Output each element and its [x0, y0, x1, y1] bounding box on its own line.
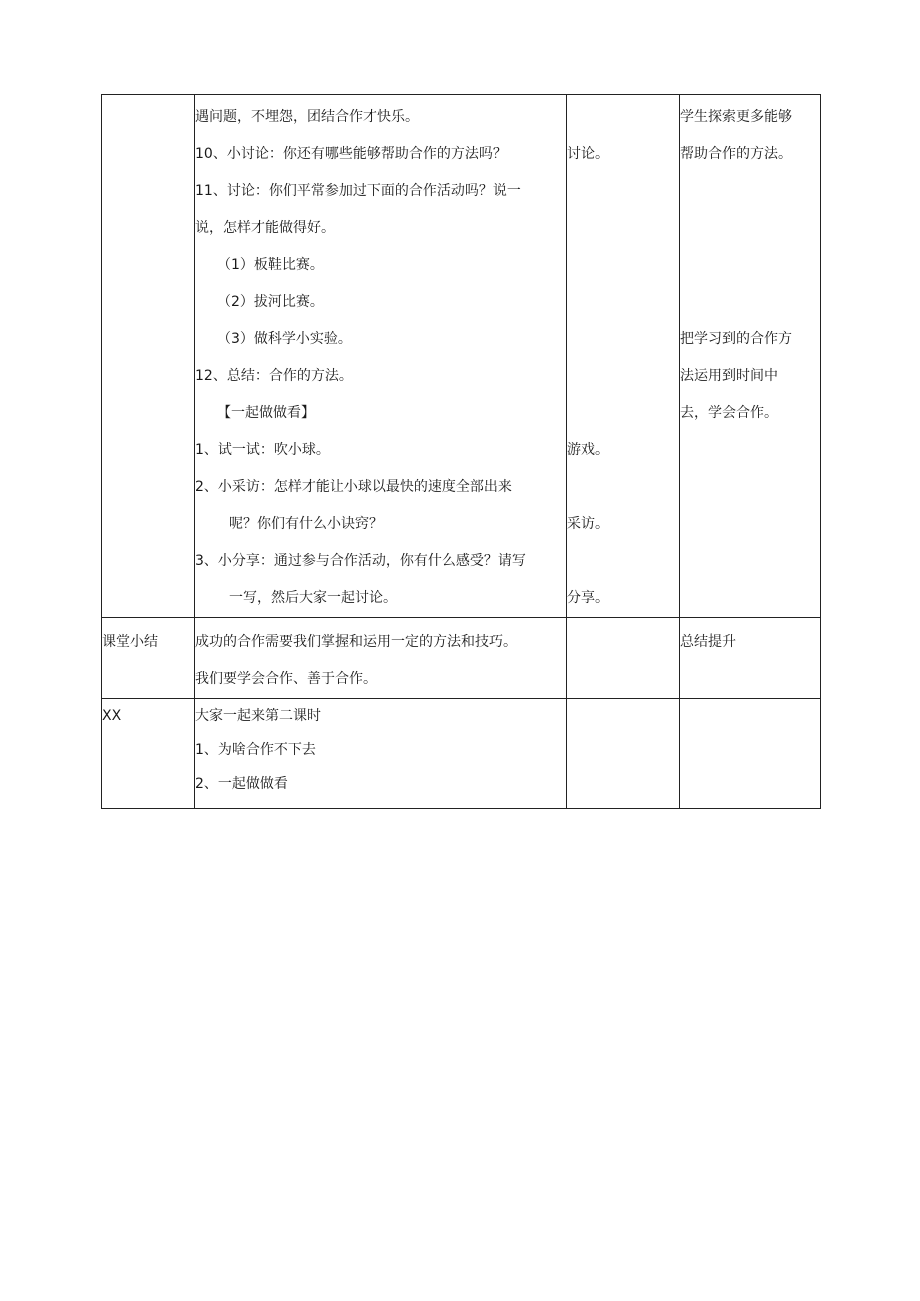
activity-cell	[567, 699, 680, 809]
content-line: 呢？你们有什么小诀窍？	[229, 516, 383, 532]
table-row	[102, 618, 821, 699]
content-line: 一写，然后大家一起讨论。	[229, 590, 397, 606]
content-line: 我们要学会合作、善于合作。	[195, 671, 377, 687]
content-line: 遇问题，不埋怨，团结合作才快乐。	[195, 109, 419, 125]
content-line: 1、试一试：吹小球。	[195, 442, 330, 458]
design-intent-cell	[680, 618, 821, 699]
content-line: 3、小分享：通过参与合作活动，你有什么感受？请写	[195, 553, 526, 569]
content-line: 2、小采访：怎样才能让小球以最快的速度全部出来	[195, 479, 512, 495]
activity-cell	[567, 95, 680, 618]
content-line: （1）板鞋比赛。	[217, 257, 324, 273]
intent-line: 法运用到时间中	[680, 368, 778, 384]
table-row	[102, 95, 821, 618]
content-line: 10、小讨论：你还有哪些能够帮助合作的方法吗？	[195, 146, 507, 162]
content-line: 成功的合作需要我们掌握和运用一定的方法和技巧。	[195, 634, 517, 650]
content-line: （2）拔河比赛。	[217, 294, 324, 310]
intent-line: 去，学会合作。	[680, 405, 778, 421]
activity-game: 游戏。	[567, 442, 609, 458]
stage-label: XX	[102, 708, 122, 724]
content-line: 大家一起来第二课时	[195, 708, 321, 724]
activity-cell	[567, 618, 680, 699]
intent-line: 总结提升	[680, 634, 736, 650]
content-line: 2、一起做做看	[195, 776, 288, 792]
design-intent-cell	[680, 699, 821, 809]
content-line: 11、讨论：你们平常参加过下面的合作活动吗？说一	[195, 183, 521, 199]
teaching-content-cell	[195, 95, 567, 618]
table-row	[102, 699, 821, 809]
content-line: （3）做科学小实验。	[217, 331, 352, 347]
content-line: 12、总结：合作的方法。	[195, 368, 353, 384]
lesson-plan-table	[101, 94, 821, 809]
teaching-content-cell	[195, 618, 567, 699]
stage-label: 课堂小结	[102, 634, 158, 650]
section-heading: 【一起做做看】	[217, 405, 315, 421]
activity-interview: 采访。	[567, 516, 609, 532]
activity-share: 分享。	[567, 590, 609, 606]
stage-cell	[102, 95, 195, 618]
activity-discuss: 讨论。	[567, 146, 609, 162]
content-line: 说，怎样才能做得好。	[195, 220, 335, 236]
stage-cell	[102, 618, 195, 699]
design-intent-cell	[680, 95, 821, 618]
intent-line: 帮助合作的方法。	[680, 146, 792, 162]
intent-line: 把学习到的合作方	[680, 331, 792, 347]
teaching-content-cell	[195, 699, 567, 809]
stage-cell	[102, 699, 195, 809]
intent-line: 学生探索更多能够	[680, 109, 792, 125]
content-line: 1、为啥合作不下去	[195, 742, 316, 758]
